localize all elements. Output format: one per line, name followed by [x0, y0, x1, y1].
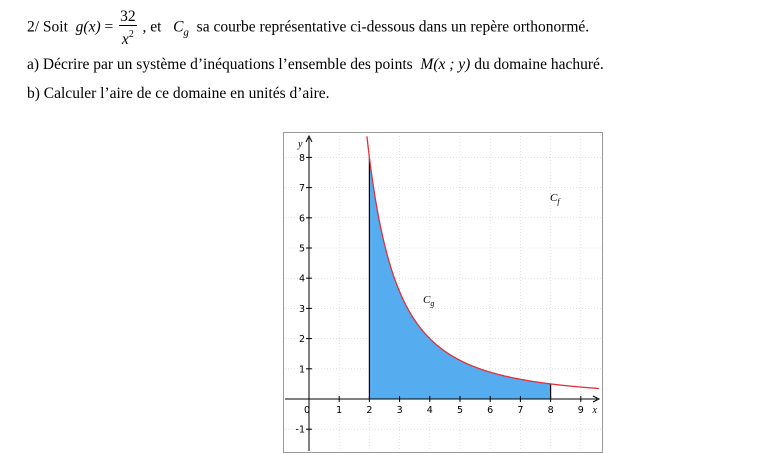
y-tick-label: 5	[298, 243, 305, 255]
question-line-3: b) Calculer l’aire de ce domaine en unités d’aire.	[27, 85, 330, 102]
x-tick-label: 9	[577, 405, 584, 416]
label-cg-main: C	[423, 294, 431, 306]
y-tick-label: 7	[298, 183, 305, 195]
x-tick-label: 3	[396, 405, 403, 416]
y-tick-label: 2	[298, 334, 305, 346]
point-notation: M(x ; y)	[420, 56, 471, 73]
fraction	[119, 8, 137, 48]
y-tick-label: 1	[298, 364, 305, 376]
x-tick-label: 4	[426, 405, 433, 416]
question-line-1	[27, 8, 589, 48]
function-graph	[283, 132, 603, 453]
x-tick-label: 8	[547, 405, 554, 416]
curve-subscript: g	[183, 26, 189, 39]
function-name: g(x)	[75, 18, 101, 36]
question-line-2	[27, 56, 604, 74]
denominator-exponent: 2	[128, 29, 134, 40]
fraction-denominator	[119, 26, 137, 48]
x-axis-label: x	[592, 405, 597, 416]
fraction-numerator: 32	[120, 8, 136, 25]
y-tick-label: 3	[298, 303, 305, 315]
conjunction: , et	[142, 18, 162, 36]
x-tick-label: 0	[303, 405, 311, 416]
question-number: 2/ Soit	[27, 18, 68, 36]
y-tick-label: 6	[298, 213, 305, 225]
equals-sign: =	[100, 18, 114, 36]
graph-frame	[284, 133, 603, 453]
x-tick-label: 6	[487, 405, 494, 416]
question-a-tail: du domaine hachuré.	[474, 56, 604, 73]
line1-tail: sa courbe représentative ci-dessous dans un repère orthonormé.	[196, 18, 590, 36]
x-tick-label: 1	[336, 405, 343, 416]
question-a-text: a) Décrire par un système d’inéquations l’ensemble des points	[27, 56, 413, 73]
label-cg-sub: g	[430, 299, 435, 308]
denominator-variable: x	[121, 31, 129, 48]
label-cf-main: C	[550, 192, 558, 204]
curve-name: C	[173, 18, 184, 36]
y-tick-label: 4	[298, 273, 305, 285]
y-tick-label: -1	[295, 424, 305, 436]
y-axis-label: y	[298, 139, 303, 150]
x-tick-label: 7	[517, 405, 524, 416]
y-tick-label: 8	[298, 152, 305, 164]
label-cf-sub: f	[557, 197, 560, 206]
x-tick-label: 2	[366, 405, 373, 416]
x-tick-label: 5	[456, 405, 464, 416]
